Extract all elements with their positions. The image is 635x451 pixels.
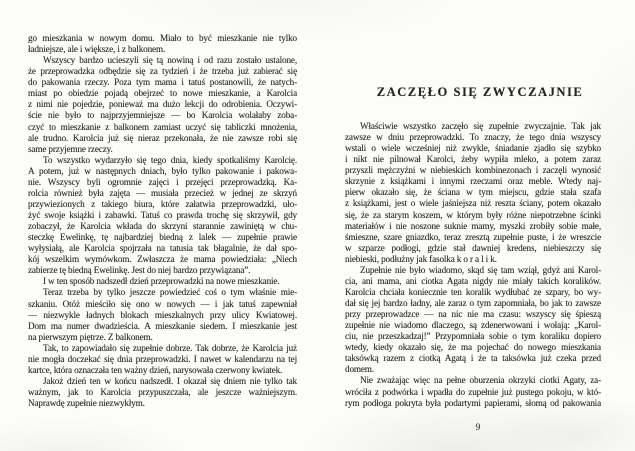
text-line: Właściwie wszystko zaczęło się zupełnie zwyczajnie. Tak jak (360, 121, 601, 131)
text-line: go mieszkania w nowym domu. Miało to być mieszkanie nie tylko (28, 33, 297, 43)
left-page-text (28, 33, 297, 409)
text-line: I w ten sposób nadszedł dzień przeprowadzki na nowe mieszkanie. (43, 276, 280, 287)
text-line: nie. Wszyscy byli ogromnie zajęci i przejęci przeprowadzką. Ka- (28, 176, 297, 187)
chapter-heading: ZACZĘŁO SIĘ ZWYCZAJNIE (376, 85, 584, 99)
text-line: przywiezionych z takiego biura, które załatwia przeprowadzki, uło- (28, 198, 297, 209)
text-line: się, że za starym koszem, w którym były różne niepotrzebne ścinki (345, 209, 601, 220)
text-line: Jakoż dzień ten w końcu nadszedł. I okazał się dniem nie tylko tak (43, 375, 297, 386)
text-line: Nie zważając więc na pełne oburzenia okrzyki ciotki Agaty, za- (360, 375, 601, 386)
text-line: nie mogła doczekać się dnia przeprowadzki. I nawet w kalendarzu na tej (28, 353, 297, 364)
text-line: skrzynie z książkami i innymi rzeczami oraz meble. Wtedy naj- (345, 176, 601, 187)
text-line: kartce, która oznaczała ten ważny dzień, narysowała czerwony kwiatek. (28, 364, 283, 375)
text-line: steczkę Ewelinkę, tę najbardziej biedną z lalek — zupełnie prawie (28, 232, 297, 243)
text-line: przy przeprowadzce — na nic nie ma czasu: wszyscy się śpieszą (345, 309, 601, 320)
text-line: wróciła z podwórka i wpadła do zupełnie już pustego pokoju, w któ- (345, 386, 601, 397)
text-line: pierw okazało się, że ściana w tym miejscu, gdzie stała szafa (345, 187, 601, 198)
text-line: na pierwszym piętrze. Z balkonem. (28, 331, 153, 342)
text-line: domem. (345, 364, 374, 375)
text-line: że przeprowadzka odbędzie się za tydzień i że trzeba już zabierać się (28, 66, 297, 77)
text-line: wyłysiałą, ale Karolcia spojrzała na tatusia tak błagalnie, że dał spo- (28, 243, 297, 254)
text-line: do pakowania rzeczy. Poza tym mama i tatuś postanowili, że natych- (28, 77, 297, 88)
text-line: dał się jej bardzo ładny, ale zaraz o tym zapomniała, bo jak to zawsze (345, 298, 601, 308)
text-line: rolcia również była zajęta — musiała przecież w jednej ze skrzyń (28, 187, 297, 198)
text-line: To wszystko wydarzyło się tego dnia, kiedy spotkaliśmy Karolcię. (43, 154, 297, 165)
text-line: wtedy, kiedy okazało się, że ma pojechać do nowego mieszkania (345, 342, 601, 353)
text-line: zobaczył, że Karolcia wkłada do skrzyni starannie zawiniętą w chu- (28, 221, 297, 232)
text-line: czyć to mieszkanie z balkonem zamiast uczyć się tabliczki mnożenia, (28, 121, 297, 132)
text-line: Zupełnie nie było wiadomo, skąd się tam wziął, gdyż ani Karol- (360, 264, 601, 275)
text-line: z książkami, jest o wiele jaśniejsza niż reszta ściany, potem okazało (345, 198, 601, 209)
text-line: Teraz trzeba by tylko jeszcze powiedzieć coś o tym właśnie mie- (43, 287, 297, 298)
text-line: Dom ma numer dwadzieścia. A mieszkanie siedem. I mieszkanie jest (28, 320, 297, 331)
text-line: śmieszne, szare gniazdko, teraz zresztą zupełnie puste, i że wreszcie (345, 231, 601, 242)
text-line: ładniejsze, ale i większe, i z balkonem. (28, 44, 166, 55)
text-line: ale trudno. Karolcia już się nieraz przekonała, że nie zawsze robi się (28, 132, 297, 143)
text-line: A potem, już w następnych dniach, było tylko pakowanie i pakowa- (28, 165, 297, 176)
page-number: 9 (475, 423, 481, 433)
text-line: przyszli mężczyźni w niebieskich kombinezonach i zaczęli wynosić (345, 165, 601, 176)
text-line: same przyjemne rzeczy. (28, 143, 113, 154)
text-line: zabierze tę biedną Ewelinkę. Jest do niej bardzo przywiązana”. (28, 265, 251, 276)
text-line: ważnym, jak to Karolcia przypuszczała, ale jeszcze ważniejszym. (28, 387, 297, 397)
text-line: — niezwykle ładnych blokach mieszkalnych przy ulicy Kwiatowej. (28, 309, 297, 320)
text-line: szkaniu. Otóż mieściło się ono w nowych — i jak tatuś zapewniał (28, 298, 297, 309)
text-line: w szparze podłogi, gdzie stał dawniej kredens, niebieszczy się (345, 242, 601, 253)
text-line: wstali o wiele wcześniej niż zwykle, śniadanie zjadło się szybko (345, 143, 601, 154)
text-line: zawsze w dniu przeprowadzki. To znaczy, że tego dnia wszyscy (345, 132, 601, 143)
text-line: rym podłoga pokryta była podartymi papierami, słomą od pakowania (345, 397, 601, 408)
text-line: miast po obiedzie pojadą obejrzeć to nowe mieszkanie, a Karolcia (28, 88, 297, 99)
text-line: żyć swoje książki i zabawki. Tatuś co prawda trochę się skrzywił, gdy (28, 210, 297, 220)
text-line: Tak, to zapowiadało się zupełnie dobrze. Tak dobrze, że Karolcia już (43, 342, 297, 353)
text-line: niebieski, podłużny jak fasolka k o r a l i k. (345, 253, 497, 264)
text-line: taksówką razem z ciotką Agatą i że ta taksówka już czeka przed (345, 353, 601, 364)
text-line: cia, ani mama, ani ciotka Agata nigdy nie miały takich koralików. (345, 275, 601, 286)
text-line: z nimi nie pojedzie, ponieważ ma dużo lekcji do odrobienia. Oczywi- (28, 99, 297, 110)
text-line: ciu, nie przeszkadzaj!” Przypomniała sobie o tym koraliku dopiero (345, 331, 601, 342)
text-line: Naprawdę zupełnie niezwykłym. (28, 398, 145, 409)
text-line: i nikt nie pilnował Karolci, żeby wypiła mleko, a potem zaraz (345, 154, 601, 165)
text-line: materiałów i nie noszone suknie mamy, myszki zrobiły sobie małe, (345, 220, 601, 231)
text-line: Karolcia chciała koniecznie ten koralik wydłubać ze szpary, bo wy- (345, 286, 601, 297)
text-line: zupełnie nie wiadomo dlaczego, są zdenerwowani i wołają: „Karol- (345, 320, 601, 331)
text-line: ście nie było to najprzyjemniejsze — bo Karolcia wolałaby zoba- (28, 110, 297, 121)
right-page-text (345, 121, 601, 409)
text-line: kój wszelkim wymówkom. Zwłaszcza że mama powiedziała: „Niech (28, 254, 297, 265)
text-line: Wszyscy bardzo ucieszyli się tą nowiną i od razu zostało ustalone, (43, 55, 297, 66)
